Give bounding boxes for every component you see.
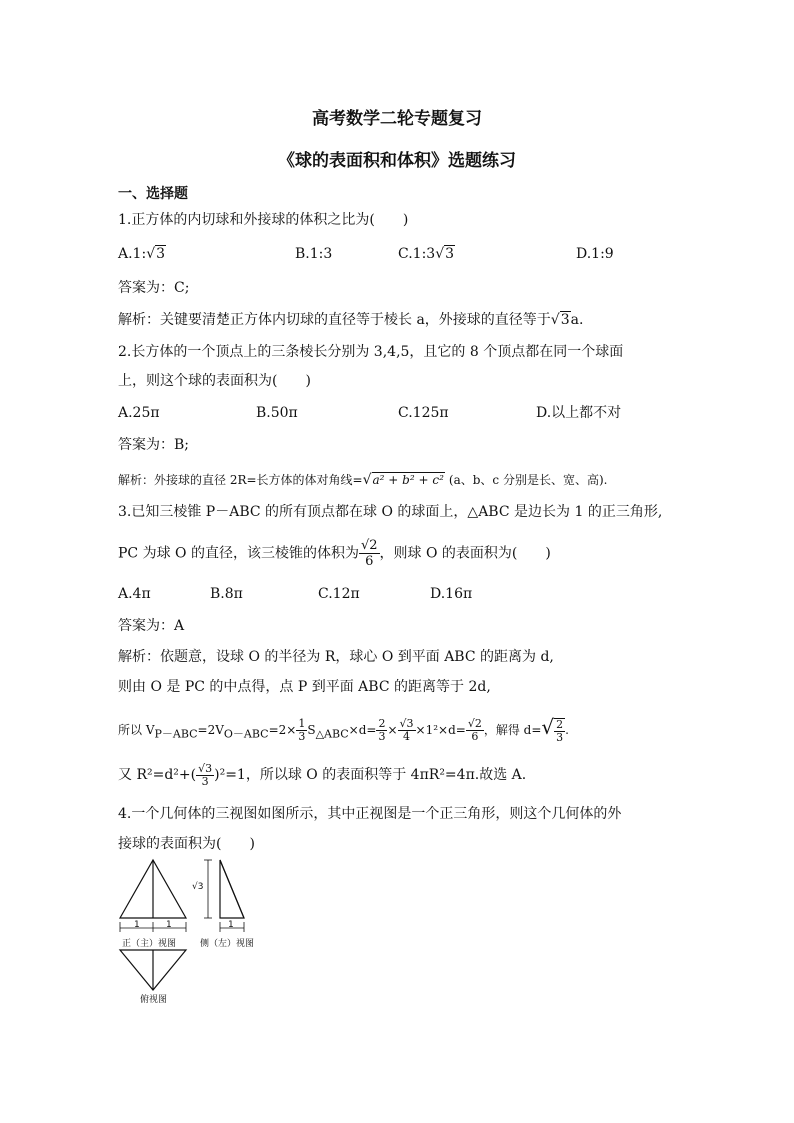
q3-stem-line2: PC 为球 O 的直径，该三棱锥的体积为 $\frac{√2}{6}$ ，则球 O 的表面积为( )	[118, 538, 551, 569]
top-view-caption: 俯视图	[140, 995, 168, 1005]
q2-option-c: C.125π	[398, 405, 449, 421]
q3-answer: 答案为：A	[118, 618, 185, 634]
q1-analysis: 解析：关键要清楚正方体内切球的直径等于棱长 a，外接球的直径等于√3a.	[118, 312, 584, 328]
q3-analysis-line1: 解析：依题意，设球 O 的半径为 R，球心 O 到平面 ABC 的距离为 d,	[118, 649, 554, 665]
q2-option-b: B.50π	[256, 405, 298, 421]
front-dim-label-right: 1	[166, 920, 172, 930]
q3-option-a: A.4π	[118, 586, 151, 602]
q1-answer: 答案为：C;	[118, 280, 190, 296]
side-view-caption: 侧（左）视图	[200, 939, 255, 949]
q1-stem: 1.正方体的内切球和外接球的体积之比为( )	[118, 212, 409, 228]
q2-analysis: 解析：外接球的直径 2R=长方体的体对角线=√a² + b² + c² (a、b、c 分别是长、宽、高).	[118, 472, 608, 488]
q2-stem-line2: 上，则这个球的表面积为( )	[118, 373, 311, 389]
q1-option-a: A.1:√3	[118, 246, 166, 262]
section-heading: 一、选择题	[118, 186, 188, 202]
q2-option-d: D.以上都不对	[536, 405, 622, 421]
q2-option-a: A.25π	[118, 405, 160, 421]
q3-option-d: D.16π	[430, 586, 473, 602]
q1-option-b: B.1:3	[295, 246, 333, 262]
q1-option-c: C.1:3√3	[398, 246, 455, 262]
q2-stem-line1: 2.长方体的一个顶点上的三条棱长分别为 3,4,5，且它的 8 个顶点都在同一个球面	[118, 344, 624, 360]
q1-option-d: D.1:9	[576, 246, 614, 262]
q2-answer: 答案为：B;	[118, 437, 190, 453]
q3-analysis-line2: 则由 O 是 PC 的中点得，点 P 到平面 ABC 的距离等于 2d,	[118, 679, 491, 695]
page-title: 高考数学二轮专题复习	[312, 109, 482, 129]
q3-stem-line1: 3.已知三棱锥 P－ABC 的所有顶点都在球 O 的球面上，△ABC 是边长为 1 的正三角形,	[118, 504, 663, 520]
front-view-caption: 正（主）视图	[122, 939, 177, 949]
q4-stem-line1: 4.一个几何体的三视图如图所示，其中正视图是一个正三角形，则这个几何体的外	[118, 806, 622, 822]
side-height-label: √3	[192, 882, 204, 892]
page-subtitle: 《球的表面积和体积》选题练习	[278, 151, 516, 171]
q3-analysis-line3: 所以 $V_{P-ABC}=2V_{O-ABC}=2\times$ $\frac{1}{3}$ $S_{\triangle ABC}\times d=$ $\frac{2}{3}$ × $\frac{√3}{4}$ ×1²×d= $\frac{√2}{6}$ ，解得 d=√ $\frac{2}{3}$ .	[118, 715, 569, 744]
side-dim-label: 1	[228, 920, 234, 930]
q3-option-b: B.8π	[210, 586, 243, 602]
q3-analysis-line4: 又 R²=d²+( $\frac{√3}{3}$ )²=1，所以球 O 的表面积等于 4πR²=4π.故选 A.	[118, 761, 527, 788]
three-view-figure	[116, 858, 276, 1010]
three-view-drawing	[116, 858, 276, 1006]
q3-option-c: C.12π	[318, 586, 360, 602]
q4-stem-line2: 接球的表面积为( )	[118, 836, 255, 852]
front-dim-label-left: 1	[134, 920, 140, 930]
